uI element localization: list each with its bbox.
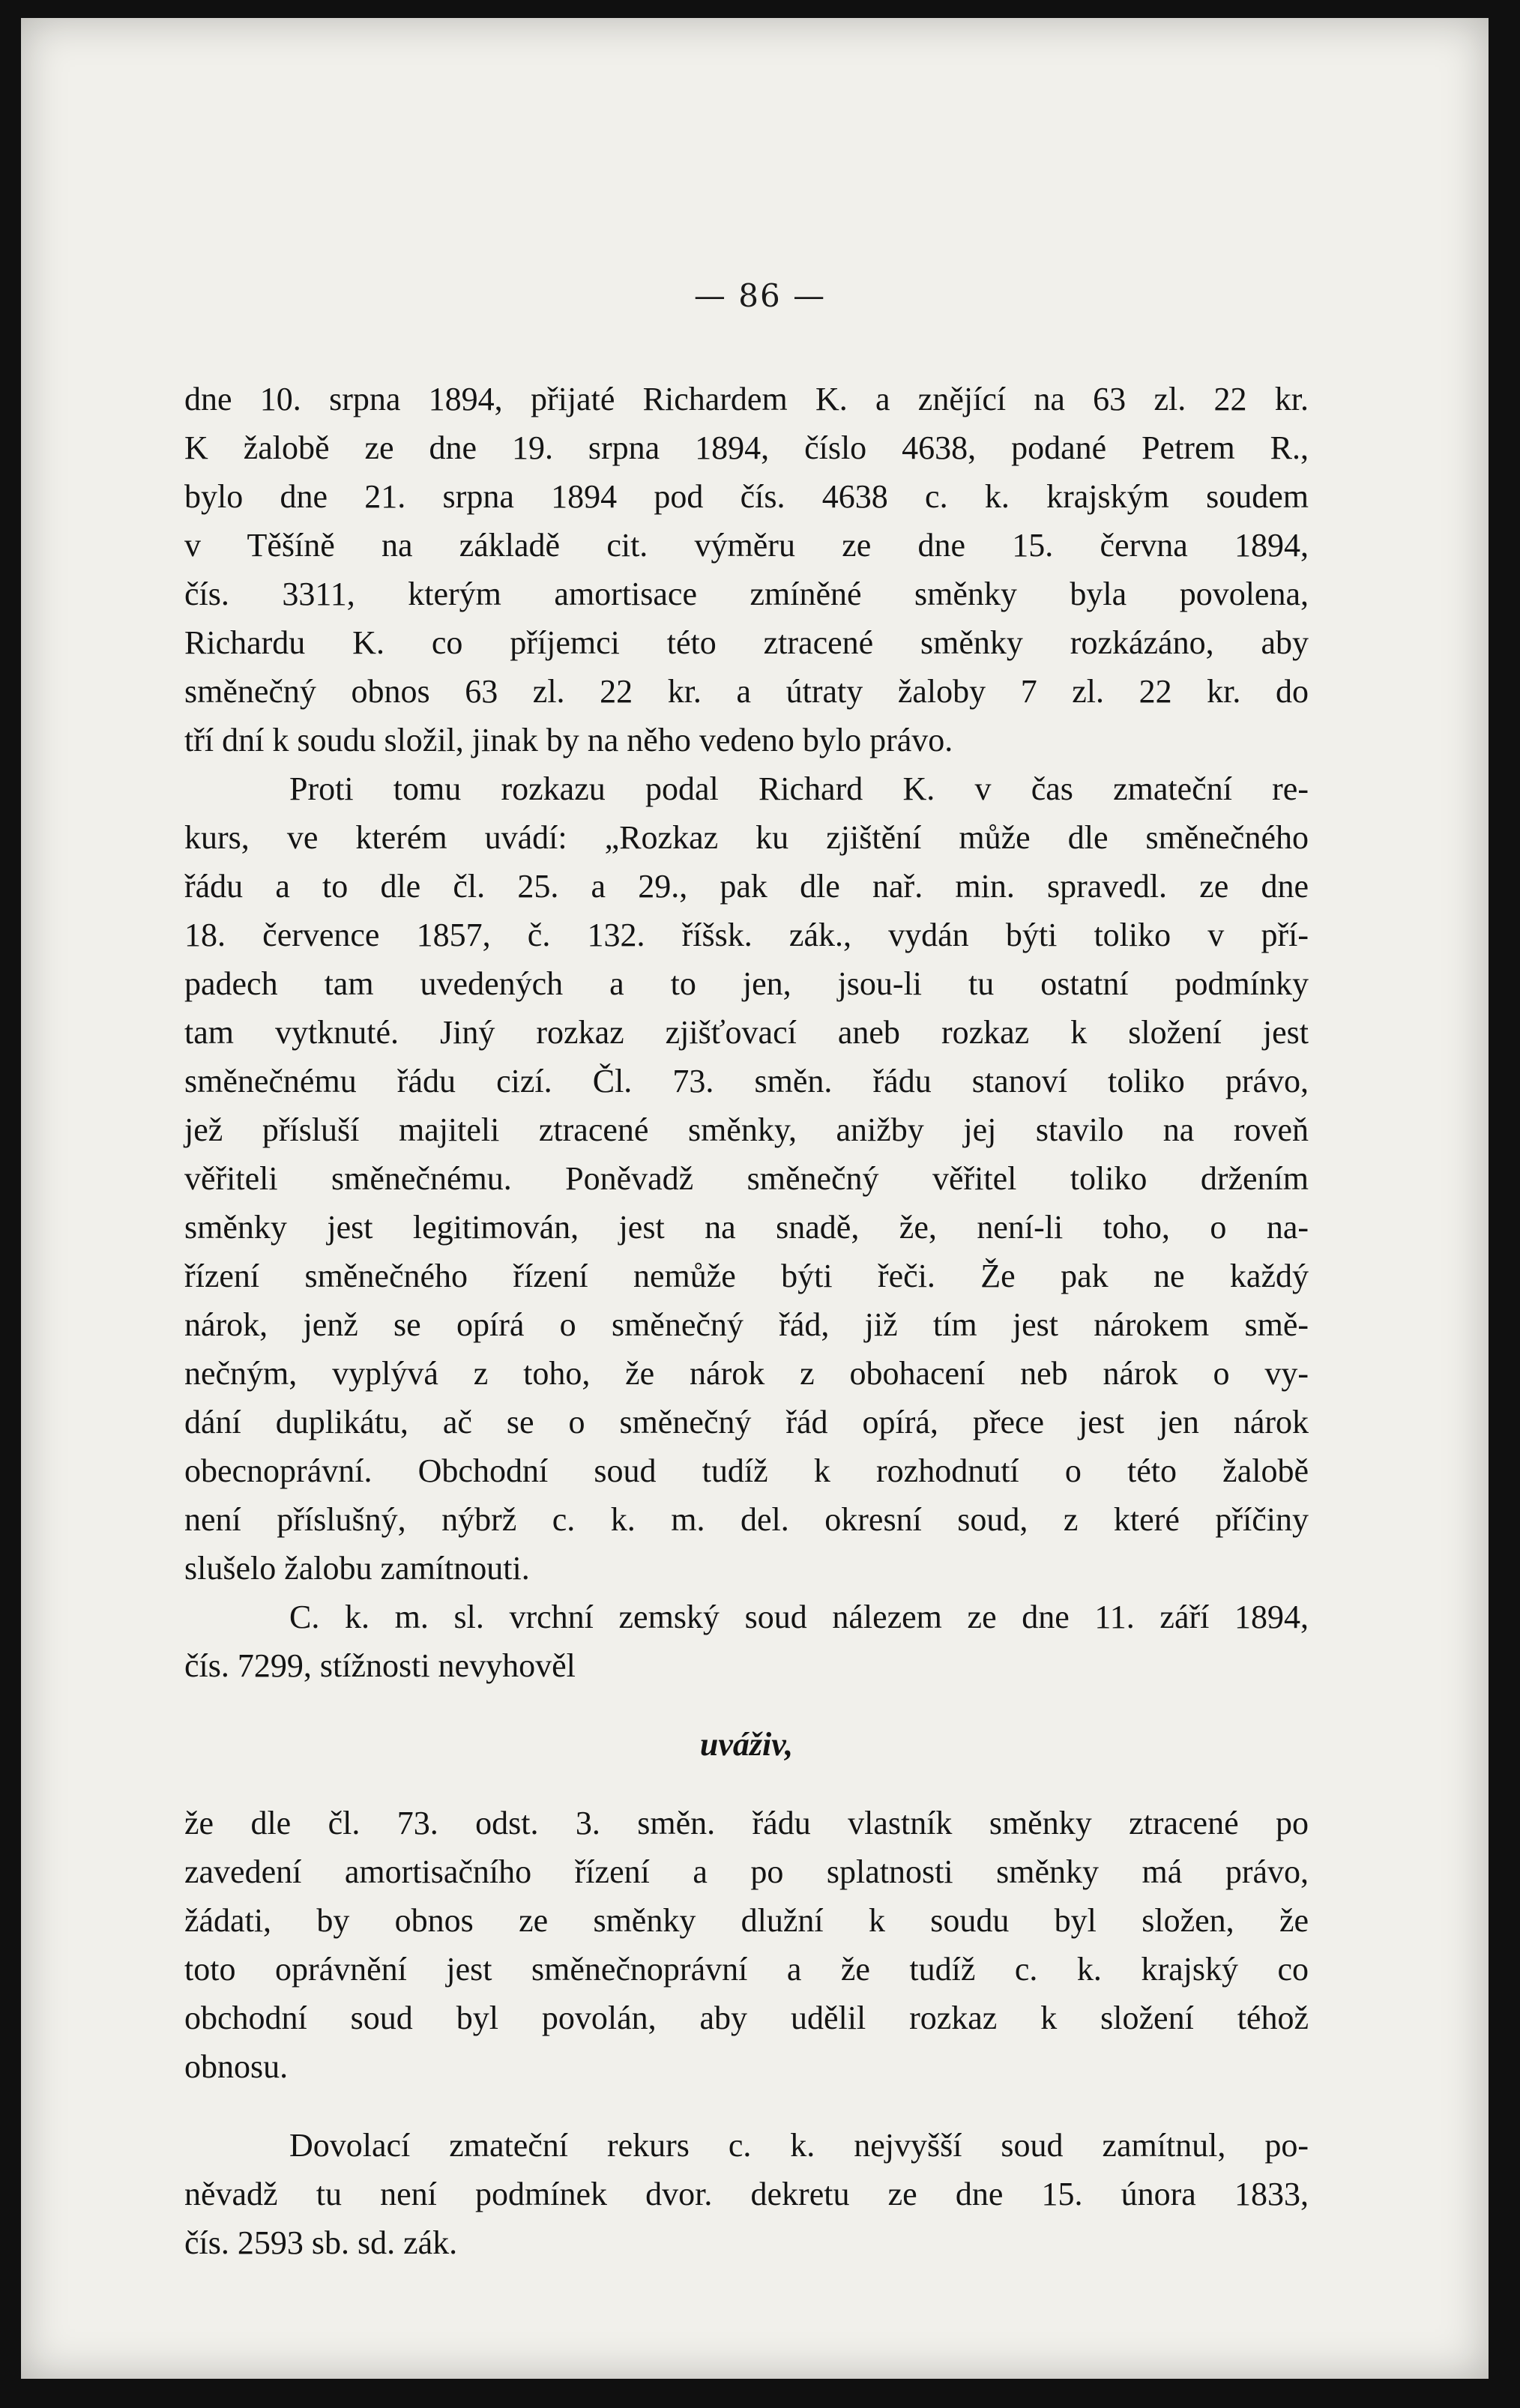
text-line: zavedení amortisačního řízení a po splatnosti směnky má právo, (184, 1853, 1309, 1890)
text-line: kurs, ve kterém uvádí: „Rozkaz ku zjištění může dle směnečného (184, 819, 1309, 856)
text-line: něvadž tu není podmínek dvor. dekretu ze dne 15. února 1833, (184, 2176, 1309, 2212)
text-line: směnečný obnos 63 zl. 22 kr. a útraty žaloby 7 zl. 22 kr. do (184, 673, 1309, 710)
text-line: padech tam uvedených a to jen, jsou-li tu ostatní podmínky (184, 965, 1309, 1002)
text-line: 18. července 1857, č. 132. říšsk. zák., vydán býti toliko v pří- (184, 917, 1309, 953)
text-line: směnky jest legitimován, jest na snadě, že, není-li toho, o na- (184, 1209, 1309, 1246)
paragraph-start: C. k. m. sl. vrchní zemský soud nálezem ze dne 11. září 1894, (289, 1599, 1309, 1635)
text-line: čís. 7299, stížnosti nevyhověl (184, 1647, 576, 1684)
page-number: — 86 — (693, 277, 827, 314)
body-text (184, 375, 1309, 2267)
text-line: dne 10. srpna 1894, přijaté Richardem K. a znějící na 63 zl. 22 kr. (184, 381, 1309, 417)
text-line: žádati, by obnos ze směnky dlužní k soudu byl složen, že (184, 1902, 1309, 1939)
text-line: toto oprávnění jest směnečnoprávní a že tudíž c. k. krajský co (184, 1951, 1309, 1988)
text-line: jež přísluší majiteli ztracené směnky, anižby jej stavilo na roveň (184, 1111, 1309, 1148)
text-line: v Těšíně na základě cit. výměru ze dne 15. června 1894, (184, 527, 1309, 564)
text-line: řádu a to dle čl. 25. a 29., pak dle nař. min. spravedl. ze dne (184, 868, 1309, 905)
text-line: nečným, vyplývá z toho, že nárok z obohacení neb nárok o vy- (184, 1355, 1309, 1392)
text-line: není příslušný, nýbrž c. k. m. del. okresní soud, z které příčiny (184, 1501, 1309, 1538)
text-line: že dle čl. 73. odst. 3. směn. řádu vlastník směnky ztracené po (184, 1805, 1309, 1841)
paragraph-start: Proti tomu rozkazu podal Richard K. v čas zmateční re- (289, 770, 1309, 807)
section-heading: uváživ, (699, 1726, 794, 1763)
text-line: tří dní k soudu složil, jinak by na něho vedeno bylo právo. (184, 722, 953, 758)
text-line: obnosu. (184, 2048, 289, 2085)
text-line: tam vytknuté. Jiný rozkaz zjišťovací aneb rozkaz k složení jest (184, 1014, 1309, 1051)
text-line: čís. 2593 sb. sd. zák. (184, 2224, 458, 2261)
text-line: K žalobě ze dne 19. srpna 1894, číslo 4638, podané Petrem R., (184, 429, 1309, 466)
text-line: slušelo žalobu zamítnouti. (184, 1550, 530, 1587)
text-line: obecnoprávní. Obchodní soud tudíž k rozhodnutí o této žalobě (184, 1452, 1309, 1489)
paragraph-start: Dovolací zmateční rekurs c. k. nejvyšší soud zamítnul, po- (289, 2127, 1309, 2164)
text-line: obchodní soud byl povolán, aby udělil rozkaz k složení téhož (184, 2000, 1309, 2036)
text-line: nárok, jenž se opírá o směnečný řád, již tím jest nárokem smě- (184, 1306, 1309, 1343)
text-line: bylo dne 21. srpna 1894 pod čís. 4638 c. k. krajským soudem (184, 478, 1309, 515)
text-line: směnečnému řádu cizí. Čl. 73. směn. řádu stanoví toliko právo, (184, 1063, 1309, 1099)
text-line: čís. 3311, kterým amortisace zmíněné směnky byla povolena, (184, 576, 1309, 612)
text-line: řízení směnečného řízení nemůže býti řeči. Že pak ne každý (184, 1258, 1309, 1294)
text-line: věřiteli směnečnému. Poněvadž směnečný věřitel toliko držením (184, 1160, 1309, 1197)
text-line: dání duplikátu, ač se o směnečný řád opírá, přece jest jen nárok (184, 1404, 1309, 1440)
text-line: Richardu K. co příjemci této ztracené směnky rozkázáno, aby (184, 624, 1309, 661)
